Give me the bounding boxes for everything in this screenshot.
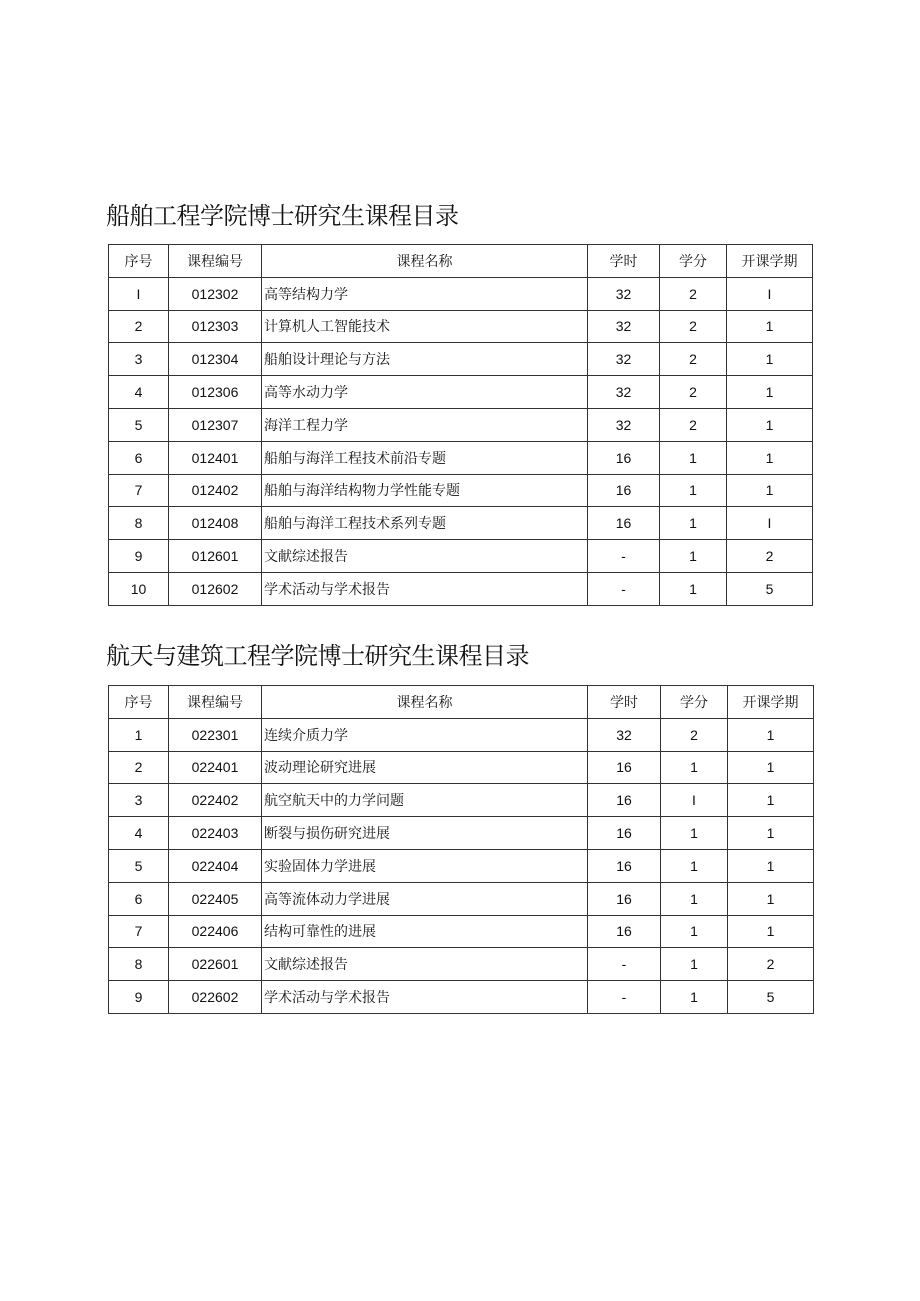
cell-code: 022301 — [169, 718, 262, 751]
cell-credits: 1 — [660, 474, 727, 507]
cell-semester: 1 — [727, 376, 813, 409]
cell-credits: 1 — [661, 948, 728, 981]
table-row — [109, 408, 813, 441]
cell-credits: 2 — [660, 376, 727, 409]
cell-semester: 1 — [728, 718, 814, 751]
cell-credits: 1 — [661, 817, 728, 850]
cell-code: 022402 — [169, 784, 262, 817]
cell-hours: 32 — [588, 343, 660, 376]
table-row — [109, 310, 813, 343]
table-row — [109, 277, 813, 310]
cell-code: 012304 — [169, 343, 262, 376]
cell-hours: - — [588, 540, 660, 573]
column-header-name: 课程名称 — [262, 245, 588, 278]
cell-hours: - — [588, 948, 661, 981]
section-title: 船舶工程学院博士研究生课程目录 — [106, 202, 459, 230]
column-header-credits: 学分 — [660, 245, 727, 278]
cell-credits: 1 — [661, 882, 728, 915]
cell-hours: 16 — [588, 849, 661, 882]
cell-semester: I — [727, 277, 813, 310]
cell-code: 012303 — [169, 310, 262, 343]
cell-name: 计算机人工智能技术 — [262, 310, 588, 343]
cell-name: 航空航天中的力学问题 — [262, 784, 588, 817]
column-header-code: 课程编号 — [169, 686, 262, 719]
table-row — [109, 376, 813, 409]
cell-semester: 1 — [728, 784, 814, 817]
table-row — [109, 849, 814, 882]
table-row — [109, 817, 814, 850]
cell-credits: 2 — [660, 310, 727, 343]
cell-hours: - — [588, 572, 660, 605]
cell-index: 6 — [109, 441, 169, 474]
cell-credits: 1 — [660, 507, 727, 540]
cell-name: 船舶与海洋工程技术系列专题 — [262, 507, 588, 540]
cell-credits: 2 — [660, 277, 727, 310]
cell-index: 9 — [109, 540, 169, 573]
cell-semester: 1 — [727, 408, 813, 441]
cell-hours: 32 — [588, 408, 660, 441]
cell-semester: 5 — [727, 572, 813, 605]
cell-code: 022405 — [169, 882, 262, 915]
cell-name: 文献综述报告 — [262, 948, 588, 981]
table-row — [109, 441, 813, 474]
cell-index: 3 — [109, 784, 169, 817]
column-header-credits: 学分 — [661, 686, 728, 719]
cell-name: 船舶与海洋结构物力学性能专题 — [262, 474, 588, 507]
cell-index: 3 — [109, 343, 169, 376]
cell-semester: 1 — [728, 751, 814, 784]
cell-credits: 1 — [660, 540, 727, 573]
cell-name: 断裂与损伤研究进展 — [262, 817, 588, 850]
cell-credits: 1 — [661, 751, 728, 784]
cell-name: 高等流体动力学进展 — [262, 882, 588, 915]
cell-semester: 1 — [728, 817, 814, 850]
cell-index: 8 — [109, 948, 169, 981]
cell-code: 022401 — [169, 751, 262, 784]
cell-name: 学术活动与学术报告 — [262, 572, 588, 605]
cell-hours: 32 — [588, 310, 660, 343]
cell-name: 船舶与海洋工程技术前沿专题 — [262, 441, 588, 474]
table-row — [109, 915, 814, 948]
course-table — [108, 685, 814, 1014]
cell-semester: 1 — [727, 441, 813, 474]
cell-semester: 1 — [727, 310, 813, 343]
cell-index: I — [109, 277, 169, 310]
cell-code: 012401 — [169, 441, 262, 474]
cell-index: 4 — [109, 817, 169, 850]
cell-index: 8 — [109, 507, 169, 540]
cell-code: 022403 — [169, 817, 262, 850]
cell-hours: 32 — [588, 718, 661, 751]
cell-credits: 1 — [660, 572, 727, 605]
cell-index: 2 — [109, 751, 169, 784]
cell-name: 连续介质力学 — [262, 718, 588, 751]
cell-code: 022602 — [169, 981, 262, 1014]
cell-name: 结构可靠性的进展 — [262, 915, 588, 948]
cell-hours: 16 — [588, 751, 661, 784]
table-row — [109, 572, 813, 605]
section-title: 航天与建筑工程学院博士研究生课程目录 — [106, 642, 529, 670]
cell-name: 高等结构力学 — [262, 277, 588, 310]
table-row — [109, 784, 814, 817]
cell-credits: 2 — [661, 718, 728, 751]
column-header-semester: 开课学期 — [727, 245, 813, 278]
table-row — [109, 882, 814, 915]
cell-code: 022406 — [169, 915, 262, 948]
cell-index: 5 — [109, 849, 169, 882]
table-row — [109, 981, 814, 1014]
cell-hours: 16 — [588, 882, 661, 915]
cell-name: 波动理论研究进展 — [262, 751, 588, 784]
cell-name: 文献综述报告 — [262, 540, 588, 573]
cell-name: 学术活动与学术报告 — [262, 981, 588, 1014]
cell-hours: 16 — [588, 784, 661, 817]
cell-hours: - — [588, 981, 661, 1014]
cell-semester: 1 — [728, 849, 814, 882]
cell-credits: 1 — [661, 915, 728, 948]
table-row — [109, 343, 813, 376]
cell-hours: 16 — [588, 817, 661, 850]
cell-code: 012306 — [169, 376, 262, 409]
cell-semester: 1 — [728, 915, 814, 948]
cell-hours: 16 — [588, 441, 660, 474]
cell-semester: 1 — [727, 343, 813, 376]
cell-code: 012302 — [169, 277, 262, 310]
cell-code: 012402 — [169, 474, 262, 507]
cell-semester: 1 — [728, 882, 814, 915]
cell-name: 海洋工程力学 — [262, 408, 588, 441]
cell-code: 012307 — [169, 408, 262, 441]
table-row — [109, 507, 813, 540]
table-row — [109, 751, 814, 784]
column-header-semester: 开课学期 — [728, 686, 814, 719]
cell-index: 10 — [109, 572, 169, 605]
column-header-hours: 学时 — [588, 245, 660, 278]
cell-code: 022601 — [169, 948, 262, 981]
cell-hours: 16 — [588, 507, 660, 540]
table-row — [109, 540, 813, 573]
column-header-name: 课程名称 — [262, 686, 588, 719]
cell-credits: I — [661, 784, 728, 817]
cell-name: 船舶设计理论与方法 — [262, 343, 588, 376]
cell-credits: 2 — [660, 408, 727, 441]
cell-credits: 2 — [660, 343, 727, 376]
cell-index: 7 — [109, 915, 169, 948]
cell-semester: 1 — [727, 474, 813, 507]
cell-index: 7 — [109, 474, 169, 507]
table-row — [109, 948, 814, 981]
column-header-index: 序号 — [109, 245, 169, 278]
table-header-row — [109, 686, 814, 719]
column-header-index: 序号 — [109, 686, 169, 719]
cell-index: 9 — [109, 981, 169, 1014]
cell-hours: 32 — [588, 376, 660, 409]
cell-code: 012601 — [169, 540, 262, 573]
cell-hours: 16 — [588, 915, 661, 948]
cell-code: 022404 — [169, 849, 262, 882]
cell-hours: 16 — [588, 474, 660, 507]
cell-index: 1 — [109, 718, 169, 751]
column-header-hours: 学时 — [588, 686, 661, 719]
table-row — [109, 718, 814, 751]
cell-semester: 5 — [728, 981, 814, 1014]
cell-name: 高等水动力学 — [262, 376, 588, 409]
cell-credits: 1 — [660, 441, 727, 474]
cell-code: 012408 — [169, 507, 262, 540]
cell-credits: 1 — [661, 849, 728, 882]
cell-index: 4 — [109, 376, 169, 409]
cell-hours: 32 — [588, 277, 660, 310]
cell-index: 2 — [109, 310, 169, 343]
column-header-code: 课程编号 — [169, 245, 262, 278]
cell-index: 5 — [109, 408, 169, 441]
table-row — [109, 474, 813, 507]
cell-credits: 1 — [661, 981, 728, 1014]
cell-semester: I — [727, 507, 813, 540]
cell-semester: 2 — [728, 948, 814, 981]
course-table — [108, 244, 813, 606]
cell-code: 012602 — [169, 572, 262, 605]
cell-index: 6 — [109, 882, 169, 915]
cell-semester: 2 — [727, 540, 813, 573]
cell-name: 实验固体力学进展 — [262, 849, 588, 882]
table-header-row — [109, 245, 813, 278]
